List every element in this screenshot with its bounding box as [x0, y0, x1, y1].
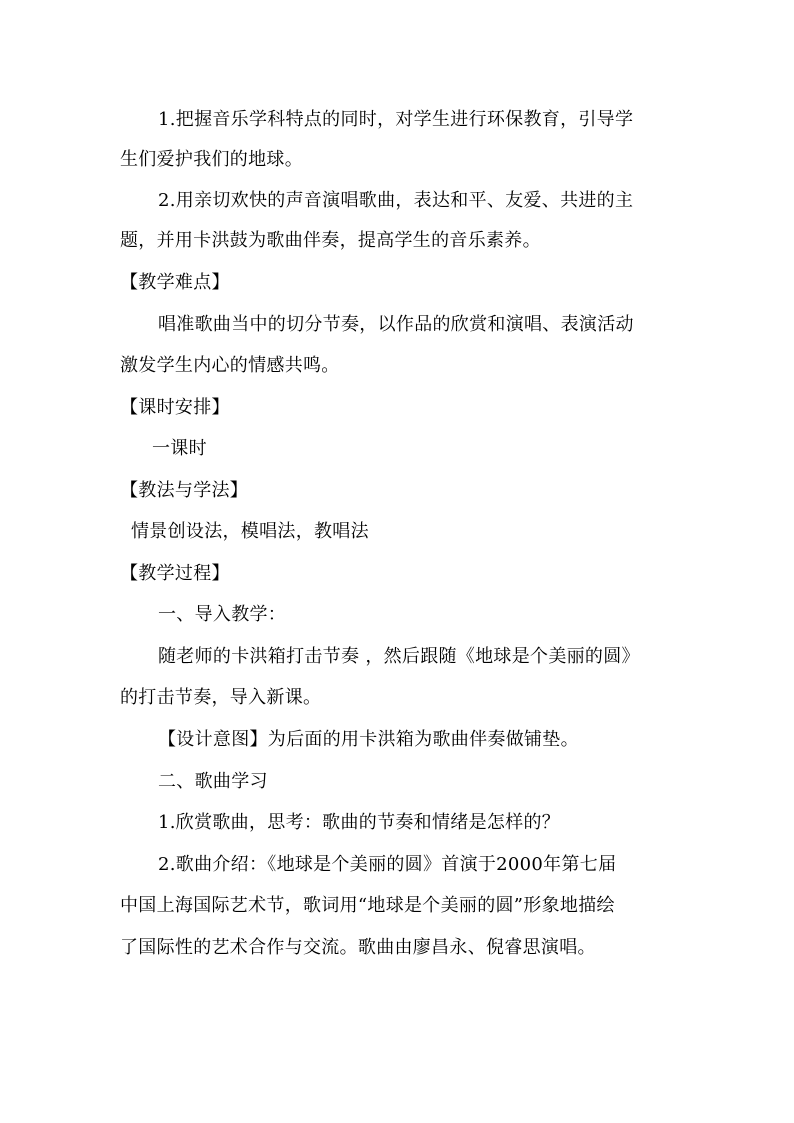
section-heading: 【课时安排】	[120, 397, 230, 418]
paragraph-line: 二、歌曲学习	[158, 771, 268, 792]
section-heading: 【教法与学法】	[120, 480, 249, 501]
paragraph-line: 随老师的卡洪箱打击节奏 ，然后跟随《地球是个美丽的圆》	[158, 646, 640, 667]
paragraph-line: 【设计意图】为后面的用卡洪箱为歌曲伴奏做铺垫。	[158, 729, 579, 750]
paragraph-line: 2.用亲切欢快的声音演唱歌曲，表达和平、友爱、共进的主	[158, 190, 634, 211]
paragraph-line: 了国际性的艺术合作与交流。歌曲由廖昌永、倪睿思演唱。	[120, 937, 596, 958]
paragraph-line: 唱准歌曲当中的切分节奏，以作品的欣赏和演唱、表演活动	[158, 314, 634, 335]
paragraph-line: 生们爱护我们的地球。	[120, 149, 303, 170]
section-heading: 【教学难点】	[120, 272, 230, 293]
paragraph-line: 的打击节奏，导入新课。	[120, 687, 322, 708]
paragraph-line: 中国上海国际艺术节，歌词用“地球是个美丽的圆”形象地描绘	[120, 895, 615, 916]
paragraph-line: 情景创设法，模唱法，教唱法	[131, 521, 369, 542]
paragraph-line: 一课时	[152, 438, 207, 459]
paragraph-line: 一、导入教学：	[158, 604, 287, 625]
section-heading: 【教学过程】	[120, 563, 230, 584]
paragraph-line: 题，并用卡洪鼓为歌曲伴奏，提高学生的音乐素养。	[120, 230, 541, 251]
paragraph-line: 1.欣赏歌曲，思考：歌曲的节奏和情绪是怎样的？	[158, 812, 561, 833]
paragraph-line: 1.把握音乐学科特点的同时，对学生进行环保教育，引导学	[158, 109, 634, 130]
paragraph-line: 2.歌曲介绍：《地球是个美丽的圆》首演于2000年第七届	[158, 854, 617, 875]
paragraph-line: 激发学生内心的情感共鸣。	[120, 355, 340, 376]
